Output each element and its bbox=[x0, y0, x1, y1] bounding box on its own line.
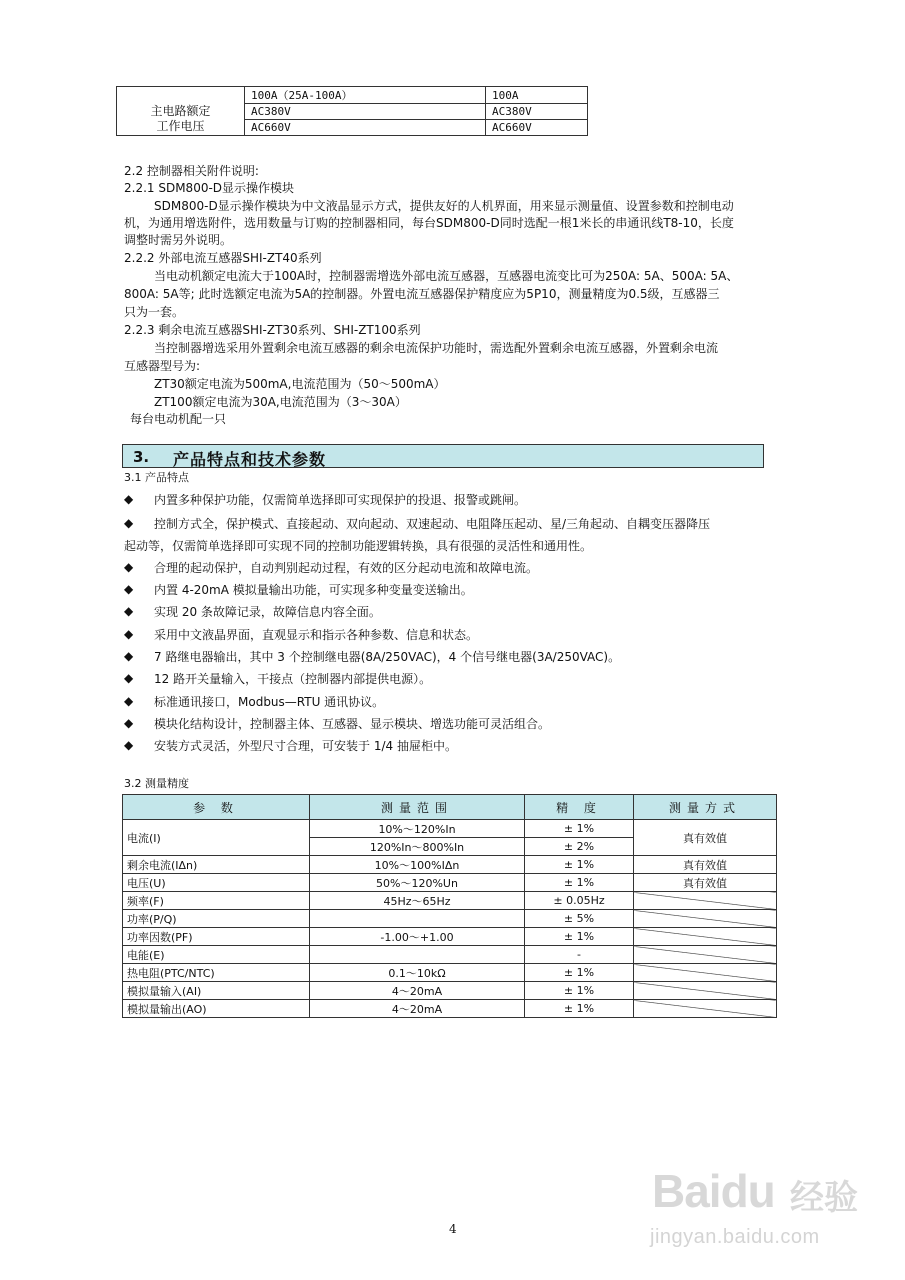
table-header-row bbox=[123, 795, 777, 820]
top-table-cell: AC380V bbox=[486, 104, 588, 120]
param-cell: 电流(I) bbox=[123, 820, 310, 856]
diamond-bullet-icon: ◆ bbox=[124, 649, 134, 663]
accuracy-cell: ± 1% bbox=[525, 856, 634, 874]
section-title: 产品特点和技术参数 bbox=[173, 450, 327, 469]
accuracy-cell: ± 1% bbox=[525, 1000, 634, 1018]
feature-item: 内置 4-20mA 模拟量输出功能，可实现多种变量变送输出。 bbox=[154, 583, 473, 597]
diamond-bullet-icon: ◆ bbox=[124, 582, 134, 596]
diamond-bullet-icon: ◆ bbox=[124, 671, 134, 685]
feature-item: 采用中文液晶界面，直观显示和指示各种参数、信息和状态。 bbox=[154, 628, 479, 642]
param-cell: 功率因数(PF) bbox=[123, 928, 310, 946]
accuracy-cell: ± 0.05Hz bbox=[525, 892, 634, 910]
empty-diagonal-cell bbox=[634, 892, 777, 910]
feature-item: 标准通讯接口，Modbus—RTU 通讯协议。 bbox=[154, 695, 385, 709]
accuracy-cell: ± 5% bbox=[525, 910, 634, 928]
paragraph-line: 800A: 5A等; 此时选额定电流为5A的控制器。外置电流互感器保护精度应为5P10，测量精度为0.5级，互感器三 bbox=[124, 287, 720, 301]
watermark-url: jingyan.baidu.com bbox=[650, 1226, 820, 1248]
param-cell: 模拟量输入(AI) bbox=[123, 982, 310, 1000]
param-cell: 频率(F) bbox=[123, 892, 310, 910]
diamond-bullet-icon: ◆ bbox=[124, 627, 134, 641]
table-row bbox=[123, 964, 777, 982]
range-cell: 120%In～800%In bbox=[310, 838, 525, 856]
diamond-bullet-icon: ◆ bbox=[124, 738, 134, 752]
diamond-bullet-icon: ◆ bbox=[124, 716, 134, 730]
section-title-2-2-3: 2.2.3 剩余电流互感器SHI-ZT30系列、SHI-ZT100系列 bbox=[124, 323, 421, 337]
feature-item: 控制方式全，保护模式、直接起动、双向起动、双速起动、电阻降压起动、星/三角起动、自耦变压器降压 bbox=[154, 517, 711, 531]
feature-item: 12 路开关量输入，干接点（控制器内部提供电源）。 bbox=[154, 672, 432, 686]
paragraph-line: 互感器型号为: bbox=[124, 359, 201, 373]
range-cell bbox=[310, 910, 525, 928]
range-cell: 4～20mA bbox=[310, 1000, 525, 1018]
range-cell: -1.00～+1.00 bbox=[310, 928, 525, 946]
paragraph-line: 只为一套。 bbox=[124, 305, 185, 319]
baidu-watermark bbox=[640, 1160, 880, 1260]
header-cell: 精 度 bbox=[525, 795, 634, 820]
range-cell: 4～20mA bbox=[310, 982, 525, 1000]
range-cell: 10%～100%IΔn bbox=[310, 856, 525, 874]
baidu-logo: Baidu bbox=[652, 1165, 775, 1217]
param-cell: 电压(U) bbox=[123, 874, 310, 892]
method-cell: 真有效值 bbox=[634, 874, 777, 892]
feature-item: 安装方式灵活，外型尺寸合理，可安装于 1/4 抽屉柜中。 bbox=[154, 739, 457, 753]
top-table-cell: AC660V bbox=[486, 120, 588, 136]
accuracy-cell: - bbox=[525, 946, 634, 964]
header-cell: 参 数 bbox=[123, 795, 310, 820]
table-row bbox=[123, 1000, 777, 1018]
top-table-cell: AC660V bbox=[245, 120, 486, 136]
param-cell: 剩余电流(IΔn) bbox=[123, 856, 310, 874]
feature-item: 内置多种保护功能，仅需简单选择即可实现保护的投退、报警或跳闸。 bbox=[154, 493, 527, 507]
range-cell: 50%～120%Un bbox=[310, 874, 525, 892]
section-heading-3 bbox=[122, 444, 764, 468]
subsection-title-3-2: 3.2 测量精度 bbox=[124, 777, 189, 790]
zt30-spec: ZT30额定电流为500mA,电流范围为（50～500mA） bbox=[154, 377, 446, 391]
per-motor-note: 每台电动机配一只 bbox=[130, 412, 227, 426]
accuracy-cell: ± 1% bbox=[525, 964, 634, 982]
feature-item: 7 路继电器输出，其中 3 个控制继电器(8A/250VAC)，4 个信号继电器(3A/250VAC)。 bbox=[154, 650, 621, 664]
measurement-accuracy-table bbox=[122, 794, 777, 1018]
param-cell: 热电阻(PTC/NTC) bbox=[123, 964, 310, 982]
header-cell: 测量范围 bbox=[310, 795, 525, 820]
top-table-label: 主电路额定 工作电压 bbox=[117, 104, 245, 136]
paragraph-line: SDM800-D显示操作模块为中文液晶显示方式，提供友好的人机界面，用来显示测量值、设置参数和控制电动 bbox=[154, 199, 734, 213]
empty-diagonal-cell bbox=[634, 946, 777, 964]
table-row bbox=[123, 982, 777, 1000]
diamond-bullet-icon: ◆ bbox=[124, 694, 134, 708]
header-cell: 测量方式 bbox=[634, 795, 777, 820]
empty-diagonal-cell bbox=[634, 982, 777, 1000]
param-cell: 电能(E) bbox=[123, 946, 310, 964]
accuracy-cell: ± 1% bbox=[525, 874, 634, 892]
section-title-2-2: 2.2 控制器相关附件说明: bbox=[124, 164, 259, 178]
table-row bbox=[123, 874, 777, 892]
feature-item-continued: 起动等，仅需简单选择即可实现不同的控制功能逻辑转换，具有很强的灵活性和通用性。 bbox=[124, 539, 593, 553]
feature-item: 合理的起动保护，自动判别起动过程，有效的区分起动电流和故障电流。 bbox=[154, 561, 539, 575]
method-cell: 真有效值 bbox=[634, 820, 777, 856]
paragraph-line: 机，为通用增选附件，选用数量与订购的控制器相同，每台SDM800-D同时选配一根1米长的串通讯线T8-10，长度 bbox=[124, 216, 734, 230]
accuracy-cell: ± 1% bbox=[525, 928, 634, 946]
diamond-bullet-icon: ◆ bbox=[124, 560, 134, 574]
empty-diagonal-cell bbox=[634, 964, 777, 982]
watermark-jingyan: 经验 bbox=[790, 1178, 858, 1218]
table-row bbox=[123, 820, 777, 838]
param-cell: 功率(P/Q) bbox=[123, 910, 310, 928]
diamond-bullet-icon: ◆ bbox=[124, 492, 134, 506]
top-table-cell: AC380V bbox=[245, 104, 486, 120]
page-number: 4 bbox=[449, 1222, 457, 1236]
table-row bbox=[123, 946, 777, 964]
range-cell: 10%～120%In bbox=[310, 820, 525, 838]
table-row bbox=[123, 928, 777, 946]
table-row bbox=[123, 892, 777, 910]
paragraph-line: 当电动机额定电流大于100A时，控制器需增选外部电流互感器，互感器电流变比可为250A: 5A、500A: 5A、 bbox=[154, 269, 739, 283]
accuracy-cell: ± 2% bbox=[525, 838, 634, 856]
top-table-empty-cell bbox=[117, 87, 245, 104]
empty-diagonal-cell bbox=[634, 928, 777, 946]
param-cell: 模拟量输出(AO) bbox=[123, 1000, 310, 1018]
range-cell: 45Hz～65Hz bbox=[310, 892, 525, 910]
range-cell: 0.1～10kΩ bbox=[310, 964, 525, 982]
feature-item: 模块化结构设计，控制器主体、互感器、显示模块、增选功能可灵活组合。 bbox=[154, 717, 551, 731]
diamond-bullet-icon: ◆ bbox=[124, 604, 134, 618]
subsection-title-3-1: 3.1 产品特点 bbox=[124, 471, 189, 484]
table-row bbox=[123, 856, 777, 874]
feature-item: 实现 20 条故障记录，故障信息内容全面。 bbox=[154, 605, 381, 619]
paragraph-line: 调整时需另外说明。 bbox=[124, 233, 233, 247]
top-table-cell: 100A（25A-100A） bbox=[245, 87, 486, 104]
accuracy-cell: ± 1% bbox=[525, 982, 634, 1000]
section-number: 3. bbox=[133, 448, 150, 466]
range-cell bbox=[310, 946, 525, 964]
diamond-bullet-icon: ◆ bbox=[124, 516, 134, 530]
section-title-2-2-2: 2.2.2 外部电流互感器SHI-ZT40系列 bbox=[124, 251, 322, 265]
accuracy-cell: ± 1% bbox=[525, 820, 634, 838]
voltage-table bbox=[116, 86, 588, 136]
zt100-spec: ZT100额定电流为30A,电流范围为（3～30A） bbox=[154, 395, 407, 409]
top-table-cell: 100A bbox=[486, 87, 588, 104]
table-row bbox=[123, 910, 777, 928]
paragraph-line: 当控制器增选采用外置剩余电流互感器的剩余电流保护功能时，需选配外置剩余电流互感器，外置剩余电流 bbox=[154, 341, 719, 355]
empty-diagonal-cell bbox=[634, 1000, 777, 1018]
empty-diagonal-cell bbox=[634, 910, 777, 928]
section-title-2-2-1: 2.2.1 SDM800-D显示操作模块 bbox=[124, 181, 295, 195]
method-cell: 真有效值 bbox=[634, 856, 777, 874]
